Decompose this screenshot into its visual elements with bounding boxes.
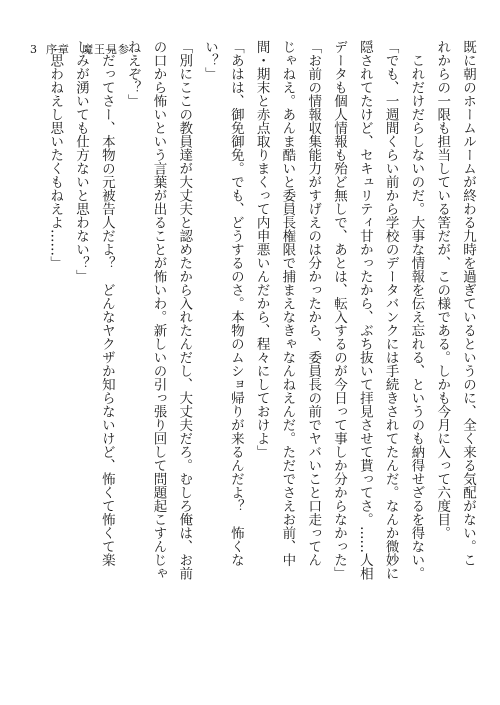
text-line: 既に朝のホームルームが終わる九時を過ぎているというのに、全く来る気配がない。こ: [460, 40, 476, 567]
text-line: しみが湧いても仕方ないと思わない？」: [73, 40, 90, 283]
text-line: れからの一限も担当している筈だが、この様である。しかも今月に入って六度目。: [434, 40, 451, 540]
text-line: い？」: [202, 40, 219, 81]
text-line: 隠されてたけど、セキュリティ甘かったから、ぶち抜いて拝見させて貰ってさ。……人相: [356, 40, 373, 580]
text-line: 「別にここの教員達が大丈夫と認めたから入れたんだし、大丈夫だろ。むしろ俺は、お前: [176, 40, 193, 580]
text-line: 「思わねえし思いたくもねえよ……」: [47, 40, 64, 270]
text-line: の口から怖いという言葉が出ることが怖いわ。新しいの引っ張り回して問題起こすんじゃ: [150, 40, 167, 580]
text-line: 「あはは、御免御免。でも、どうするのさ。本物のムショ帰りが来るんだよ？ 怖くな: [227, 40, 244, 567]
vertical-body-text: [24, 40, 480, 680]
text-line: 「でも、一週間くらい前から学校のデータバンクには手続きされてたんだ。なんか微妙に: [382, 40, 399, 580]
text-line: 「だってさー、本物の元被告人だよ？ どんなヤクザか知らないけど、怖くて怖くて楽: [98, 40, 115, 567]
text-line: ねえぞ？」: [124, 40, 141, 108]
text-line: データも個人情報も殆ど無しで、あとは、転入するのが今日って事しか分からなかった」: [331, 40, 348, 580]
chapter-title: 序章 魔王見参: [46, 43, 130, 56]
page-number: 3: [30, 43, 37, 56]
text-line: これだけだらしないのだ。大事な情報を伝え忘れる、というのも納得せざるを得ない。: [408, 40, 425, 580]
text-line: 「お前の情報収集能力がすげえのは分かったから、委員長の前でヤバいこと口走ってん: [305, 40, 322, 567]
text-line: 間・期末と赤点取りまくって内申悪いんだから、程々にしておけよ」: [253, 40, 270, 459]
text-line: じゃねえ。あんま酷いと委員長権限で捕まえなきゃなんねえんだ。ただでさえお前、中: [279, 40, 296, 567]
